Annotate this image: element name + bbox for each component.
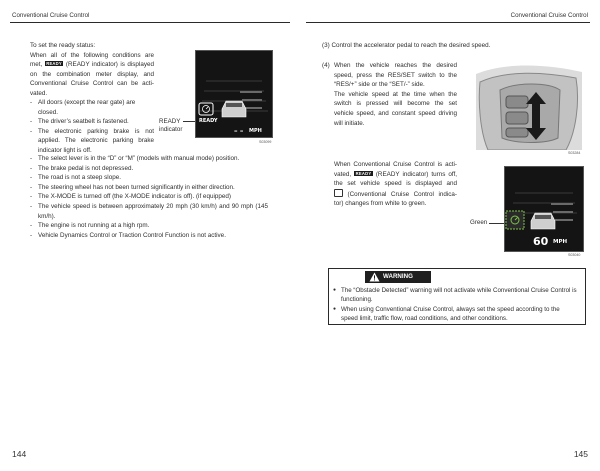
- warning-triangle-icon: [369, 272, 380, 282]
- left-header-rule: [10, 22, 290, 23]
- para-line-5: vated.: [30, 89, 48, 97]
- screen-speed: 60: [533, 235, 549, 248]
- left-running-header: Conventional Cruise Control: [12, 12, 90, 19]
- screen-speed-dashes: – –: [234, 127, 244, 135]
- steering-switch-graphic: [476, 62, 582, 150]
- condition-item: - The steering wheel has not been turned significantly in either direction.: [30, 183, 235, 191]
- para-line-2: met, READY (READY indicator) is displayed: [30, 61, 154, 69]
- steering-switch-figure: [476, 62, 582, 150]
- warning-list: [333, 286, 577, 324]
- cruise-control-icon: [334, 189, 343, 197]
- step-4-text: When the vehicle reaches the desired speed, press the RES/SET switch to the “RES/+” side or the “SET/-” side. The vehicle speed at the time when the switch is pressed will become the set vehicle speed, and constant speed driving will initiate.: [334, 62, 457, 127]
- screen-ready-text: READY: [199, 118, 218, 124]
- meter-display-ready: [195, 50, 273, 138]
- step-3: (3) Control the accelerator pedal to reach the desired speed.: [322, 42, 491, 49]
- para-line-4: Conventional Cruise Control can be acti-: [30, 80, 154, 88]
- figure-code: S03099: [259, 140, 272, 144]
- warning-item: ● When using Conventional Cruise Control, always set the speed according to the speed limit, traffic flow, road conditions, and other conditions.: [333, 305, 577, 324]
- ready-badge: READY: [355, 170, 372, 176]
- step-4-number: (4): [322, 62, 330, 69]
- figure-code: S03284: [568, 151, 581, 155]
- conditions-list-top: [30, 98, 154, 156]
- condition-item: - The vehicle speed is between approximately 20 mph (30 km/h) and 90 mph (145 km/h).: [30, 202, 268, 220]
- para-line-3: on the combination meter display, and: [30, 70, 154, 78]
- right-header-rule: [306, 22, 590, 23]
- condition-item: - The electronic parking brake is not applied. The electronic parking brake indicator light is off.: [30, 127, 154, 154]
- warning-header: [365, 271, 431, 283]
- intro-line: To set the ready status:: [30, 42, 96, 49]
- callout-line: [489, 223, 505, 224]
- ready-badge: READY: [46, 61, 62, 67]
- condition-item: - Vehicle Dynamics Control or Traction Control Function is not active.: [30, 231, 226, 239]
- after-activation-text: When Conventional Cruise Control is acti- vated, READY (READY indicator) turns off, the set vehicle speed is displayed and (Conventional Cruise Control indica- tor) changes from white to green.: [334, 161, 458, 208]
- condition-item: - The driver’s seatbelt is fastened.: [30, 118, 129, 126]
- condition-item: - The X-MODE is turned off (the X-MODE indicator is off). (if equipped): [30, 193, 231, 201]
- warning-box: [328, 268, 586, 325]
- condition-item: - The brake pedal is not depressed.: [30, 164, 134, 172]
- condition-item: - The engine is not running at a high rpm.: [30, 222, 150, 230]
- green-label: Green: [470, 219, 488, 226]
- ready-status-text: [30, 41, 154, 99]
- condition-item: - The select lever is in the “D” or “M” (models with manual mode) position.: [30, 155, 240, 162]
- page-number-left: 144: [12, 449, 27, 459]
- condition-item: - All doors (except the rear gate) are closed.: [30, 99, 136, 116]
- screen-unit: MPH: [249, 128, 262, 134]
- ready-indicator-label: READY indicator: [159, 118, 183, 133]
- meter-display-graphic: [196, 51, 272, 137]
- screen-unit: MPH: [553, 239, 568, 245]
- figure-code: S03040: [568, 253, 581, 257]
- warning-title: WARNING: [383, 273, 413, 280]
- meter-display-active: [504, 166, 584, 252]
- condition-item: - The road is not a steep slope.: [30, 174, 121, 182]
- right-running-header: Conventional Cruise Control: [510, 12, 588, 19]
- conditions-list-bottom: [30, 154, 292, 240]
- warning-item: ● The “Obstacle Detected” warning will not activate while Conventional Cruise Control is functioning.: [333, 286, 577, 305]
- page-number-right: 145: [573, 449, 588, 459]
- para-line-1: When all of the following conditions are: [30, 51, 154, 59]
